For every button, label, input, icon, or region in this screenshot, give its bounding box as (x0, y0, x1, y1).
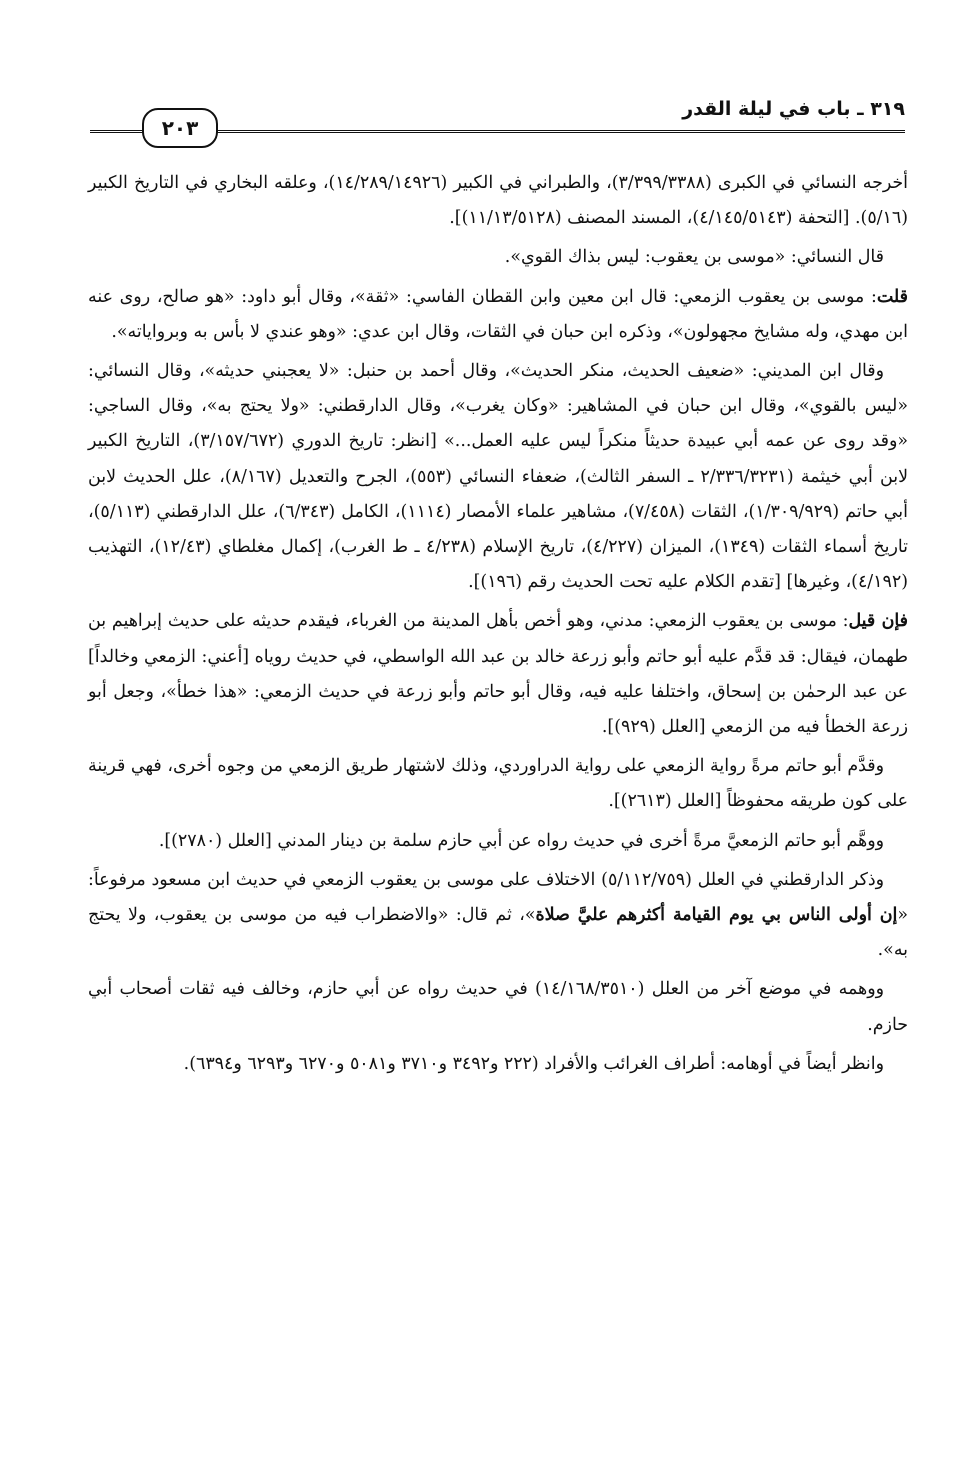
objection-keyword: فإن قيل (848, 611, 908, 632)
paragraph-takhrij: أخرجه النسائي في الكبرى (٣/٣٩٩/٣٣٨٨)، والطبراني في الكبير (١٤/٢٨٩/١٤٩٢٦)، وعلقه البخاري في التاريخ الكبير (٥/١٦). [التحفة (٤/١٤٥/٥١٤٣)، المسند المصنف (١١/١٣/٥١٢٨)]. (88, 173, 909, 229)
objection-text: : موسى بن يعقوب الزمعي: مدني، وهو أخص بأهل المدينة من الغرباء، فيقدم حديثه على حديث إبراهيم بن طهمان، فيقال: قد قدَّم عليه أبو حاتم وأبو زرعة خالد بن عبد الله الواسطي، في حديث روياه [أعني: الزمعي وخالداً] عن عبد الرحمٰن بن إسحاق، واختلفا عليه فيه، وقال أبو حاتم وأبو زرعة في حديث الزمعي: «هذا خطأ»، وجعل أبو زرعة الخطأ فيه من الزمعي [العلل (٩٢٩)]. (88, 611, 908, 738)
paragraph-another-error: ووهمه في موضع آخر من العلل (١٤/١٦٨/٣٥١٠) في حديث رواه عن أبي حازم، وخالف فيه ثقات أصحاب أبي حازم. (88, 979, 908, 1035)
page-header (90, 96, 905, 146)
paragraph-daraqutni (88, 863, 908, 969)
paragraph-see-also: وانظر أيضاً في أوهامه: أطراف الغرائب والأفراد (٢٢٢ و٣٤٩٢ و٣٧١٠ و٥٠٨١ و٦٢٧٠ و٦٢٩٣ و٦٣٩٤). (183, 1053, 884, 1074)
paragraph-jarh: وقال ابن المديني: «ضعيف الحديث، منكر الحديث»، وقال أحمد بن حنبل: «لا يعجبني حديثه»، وقال النسائي: «ليس بالقوي»، وقال ابن حبان في المشاهير: «وكان يغرب»، وقال الدارقطني: «ولا يحتج به»، وقال الساجي: «وقد روى عن عمه أبي عبيدة حديثاً منكراً ليس عليه العمل...» [انظر: تاريخ الدوري (٣/١٥٧/٦٧٢)، التاريخ الكبير لابن أبي خيثمة (٢/٣٣٦/٣٢٣١ ـ السفر الثالث)، ضعفاء النسائي (٥٥٣)، الجرح والتعديل (٨/١٦٧)، علل الحديث لابن أبي حاتم (١/٣٠٩/٩٢٩)، الثقات (٧/٤٥٨)، مشاهير علماء الأمصار (١١١٤)، الكامل (٦/٣٤٣)، علل الدارقطني (٥/١١٣)، تاريخ أسماء الثقات (١٣٤٩)، الميزان (٤/٢٢٧)، تاريخ الإسلام (٤/٢٣٨ ـ ط الغرب)، إكمال مغلطاي (١٢/٤٣)، التهذيب (٤/١٩٢)، وغيرها] [تقدم الكلام عليه تحت الحديث رقم (١٩٦)]. (88, 361, 908, 593)
main-text (88, 166, 908, 1086)
hadith-text: إن أولى الناس بي يوم القيامة أكثرهم عليَّ صلاة (535, 905, 898, 926)
daraqutni-text-after: »، ثم قال: «والاضطراب فيه من موسى بن يعقوب، ولا يحتج به». (88, 905, 908, 961)
daraqutni-text-before: وذكر الدارقطني في العلل (٥/١١٢/٧٥٩) الاختلاف على موسى بن يعقوب الزمعي في حديث ابن مسعود مرفوعاً: « (88, 869, 909, 926)
paragraph-abu-hazim: ووهَّم أبو حاتم الزمعيَّ مرةً أخرى في حديث رواه عن أبي حازم سلمة بن دينار المدني [العلل (٢٧٨٠)]. (158, 830, 884, 851)
paragraph-qultu (88, 280, 908, 350)
paragraph-nasai-quote: قال النسائي: «موسى بن يعقوب: ليس بذاك القوي». (504, 247, 884, 268)
chapter-title: ٣١٩ ـ باب في ليلة القدر (682, 98, 905, 120)
qultu-keyword: قلت (876, 286, 908, 307)
paragraph-objection (88, 604, 908, 745)
page-number-badge: ٢٠٣ (142, 108, 218, 148)
qultu-text: : موسى بن يعقوب الزمعي: قال ابن معين وابن القطان الفاسي: «ثقة»، وقال أبو داود: «هو صالح، روى عنه ابن مهدي، وله مشايخ مجهولون»، وذكره ابن حبان في الثقات، وقال ابن عدي: «وهو عندي لا بأس به وبرواياته». (88, 286, 908, 342)
paragraph-darawardi: وقدَّم أبو حاتم مرةً رواية الزمعي على رواية الدراوردي، وذلك لاشتهار طريق الزمعي من وجوه أخرى، فهي قرينة على كون طريقه محفوظاً [العلل (٢٦١٣)]. (88, 756, 908, 812)
